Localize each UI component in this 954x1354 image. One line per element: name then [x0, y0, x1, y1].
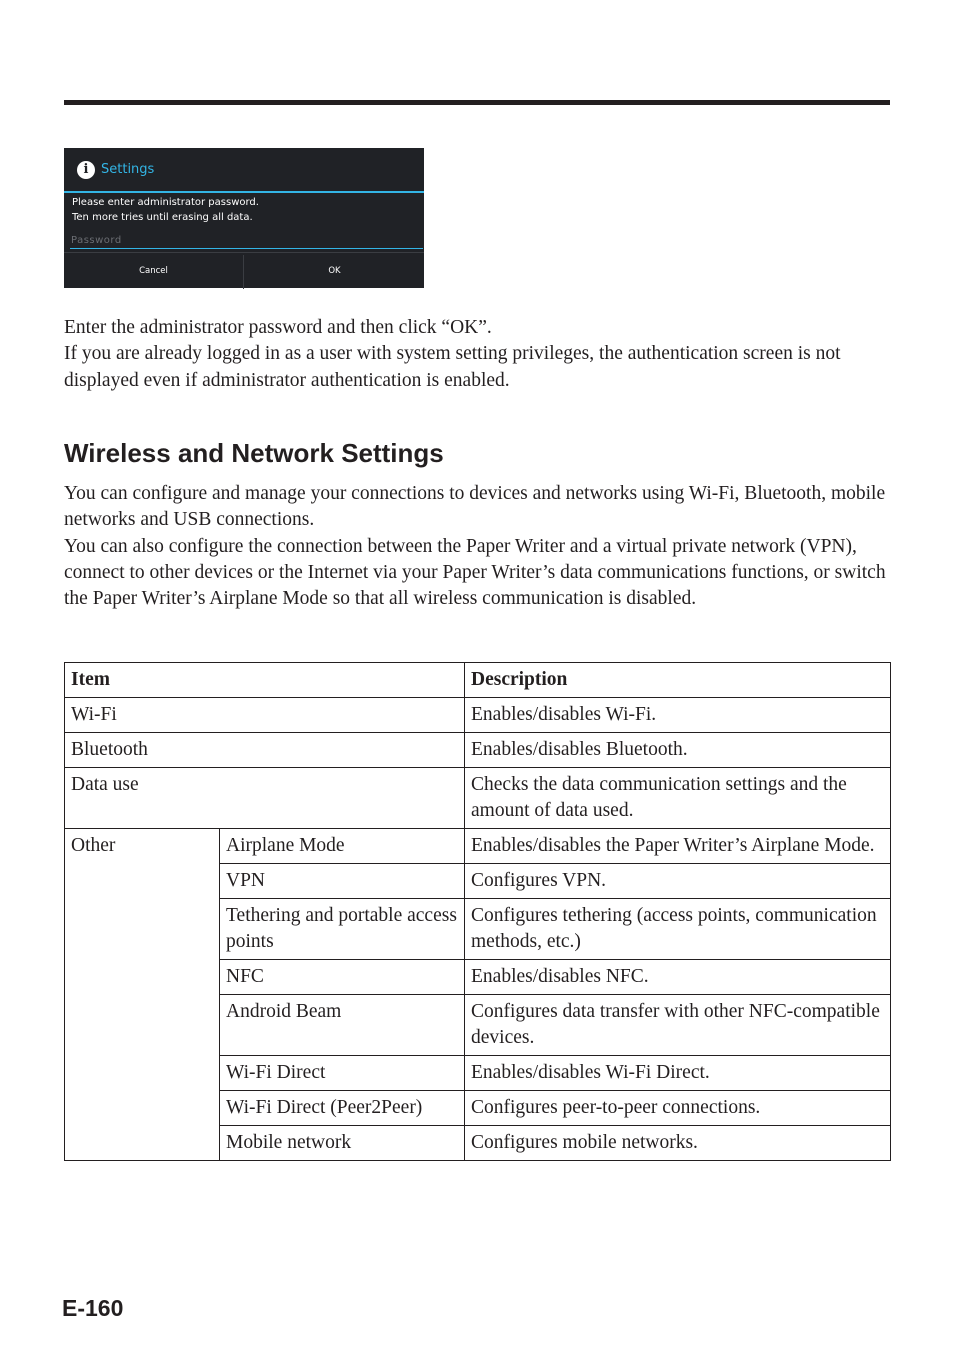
cancel-button[interactable]: Cancel	[64, 253, 243, 289]
header-item: Item	[65, 663, 465, 698]
settings-table	[64, 662, 891, 1161]
settings-dialog-screenshot	[64, 148, 424, 288]
dialog-message-line: Ten more tries until erasing all data.	[72, 212, 253, 223]
password-input[interactable]	[70, 232, 423, 249]
section-heading: Wireless and Network Settings	[64, 438, 444, 468]
cell-item: Data use	[65, 768, 465, 829]
info-icon: i	[77, 161, 95, 179]
cell-other-group: Other	[65, 829, 220, 1161]
cell-description: Enables/disables the Paper Writer’s Airplane Mode.	[465, 829, 891, 864]
section-paragraph: You can configure and manage your connections to devices and networks using Wi-Fi, Bluetooth, mobile networks and USB connections.	[64, 483, 886, 531]
table-header-row	[65, 663, 891, 698]
table-row	[65, 733, 891, 768]
cell-description: Enables/disables Wi-Fi Direct.	[465, 1056, 891, 1091]
table-row	[65, 829, 891, 864]
cell-subitem: Tethering and portable access points	[220, 899, 465, 960]
dialog-title: Settings	[101, 162, 155, 177]
intro-text	[64, 315, 894, 394]
header-description: Description	[465, 663, 891, 698]
button-divider	[243, 255, 244, 289]
cell-description: Checks the data communication settings and the amount of data used.	[465, 768, 891, 829]
cell-description: Configures peer-to-peer connections.	[465, 1091, 891, 1126]
cell-description: Configures data transfer with other NFC-compatible devices.	[465, 995, 891, 1056]
dialog-title-divider	[64, 191, 424, 193]
section-body	[64, 481, 894, 612]
table-row	[65, 698, 891, 733]
cell-subitem: NFC	[220, 960, 465, 995]
cell-subitem: Mobile network	[220, 1126, 465, 1161]
dialog-button-bar	[64, 252, 424, 289]
cell-description: Configures mobile networks.	[465, 1126, 891, 1161]
dialog-message	[72, 195, 259, 225]
cell-description: Enables/disables Wi-Fi.	[465, 698, 891, 733]
cell-item: Wi-Fi	[65, 698, 465, 733]
cell-description: Configures VPN.	[465, 864, 891, 899]
cell-description: Enables/disables NFC.	[465, 960, 891, 995]
intro-line: Enter the administrator password and then click “OK”.	[64, 317, 492, 338]
cell-subitem: Wi-Fi Direct (Peer2Peer)	[220, 1091, 465, 1126]
cell-subitem: Android Beam	[220, 995, 465, 1056]
table-row	[65, 768, 891, 829]
dialog-message-line: Please enter administrator password.	[72, 197, 259, 208]
top-rule	[64, 100, 890, 105]
cell-description: Configures tethering (access points, communication methods, etc.)	[465, 899, 891, 960]
page-number: E-160	[62, 1295, 124, 1321]
cell-subitem: Wi-Fi Direct	[220, 1056, 465, 1091]
section-paragraph: You can also configure the connection between the Paper Writer and a virtual private network (VPN), connect to other devices or the Internet via your Paper Writer’s data communications functions, or switch the Paper Writer’s Airplane Mode so that all wireless communication is disabled.	[64, 535, 886, 610]
ok-button[interactable]: OK	[245, 253, 424, 289]
dialog-title-bar	[64, 148, 424, 191]
cell-item: Bluetooth	[65, 733, 465, 768]
cell-description: Enables/disables Bluetooth.	[465, 733, 891, 768]
cell-subitem: Airplane Mode	[220, 829, 465, 864]
intro-line: If you are already logged in as a user with system setting privileges, the authentication screen is not displayed even if administrator authentication is enabled.	[64, 343, 841, 391]
cell-subitem: VPN	[220, 864, 465, 899]
